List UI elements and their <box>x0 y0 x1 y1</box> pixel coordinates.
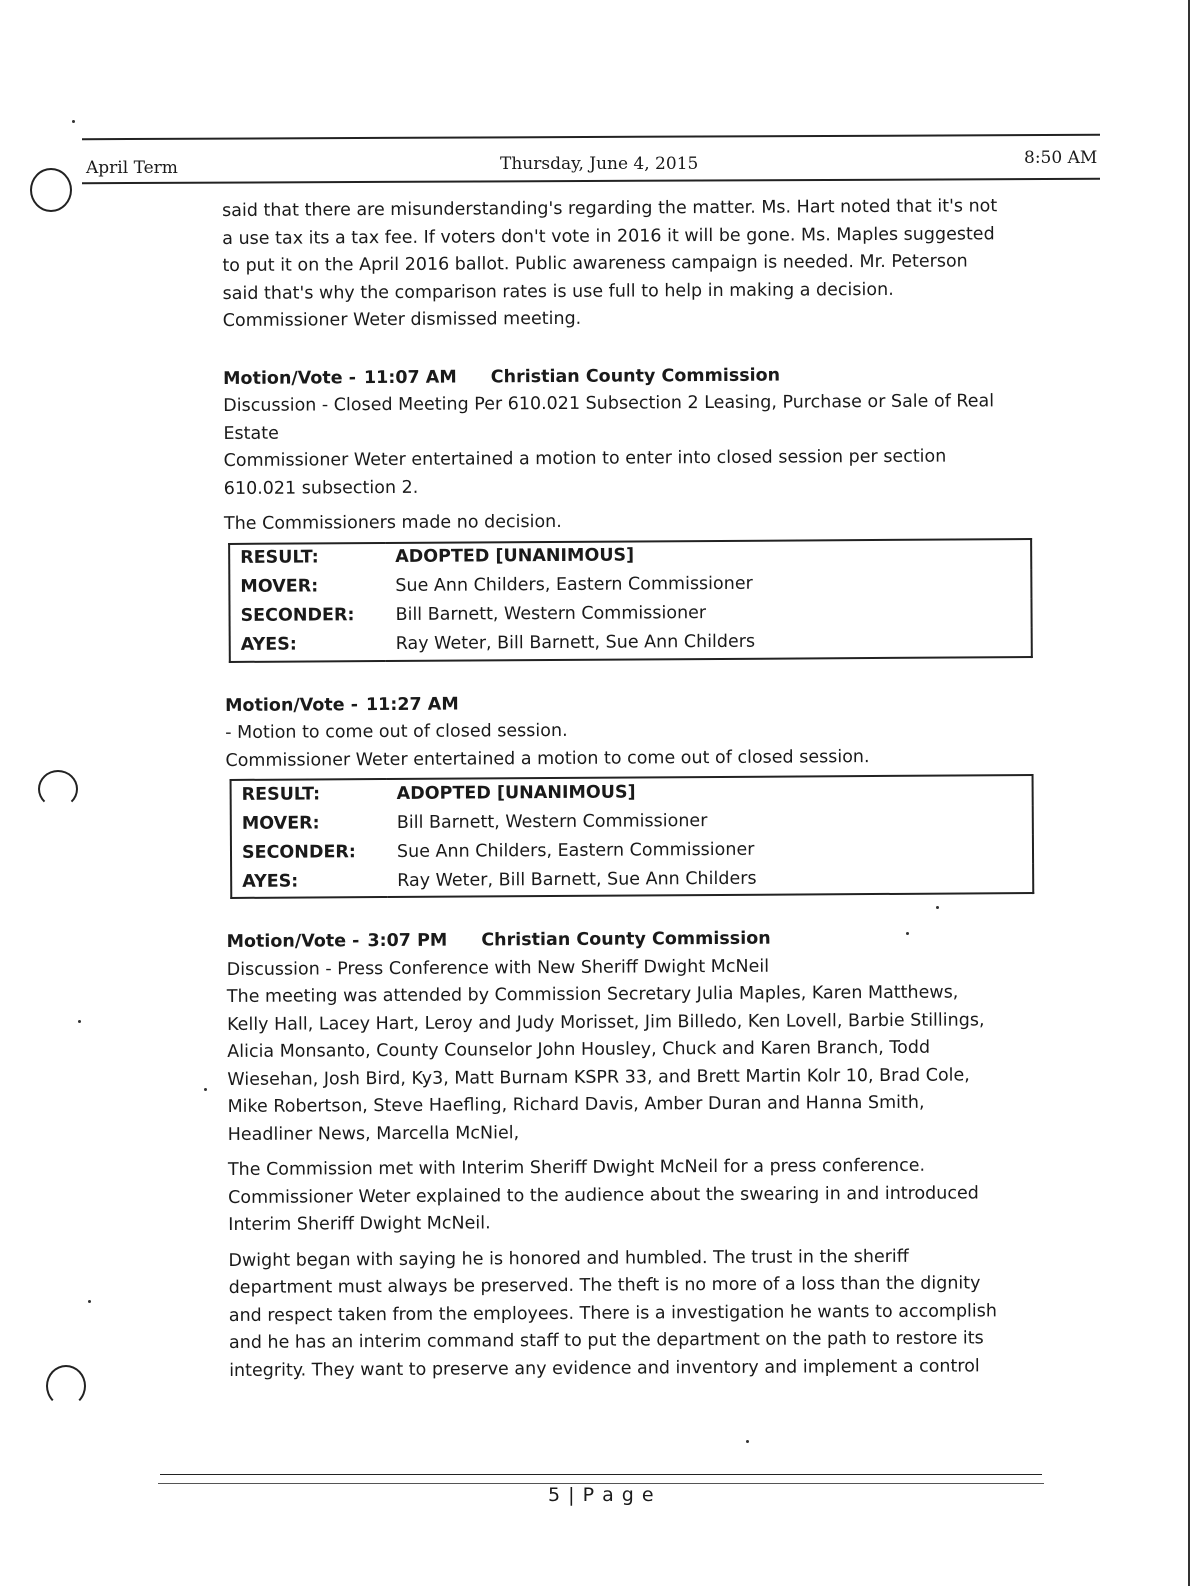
text-line: Kelly Hall, Lacey Hart, Leroy and Judy Morisset, Jim Billedo, Ken Lovell, Barbie Stillings, <box>226 1009 985 1035</box>
vote-value: ADOPTED [UNANIMOUS] <box>396 782 636 804</box>
text-line: Dwight began with saying he is honored and humbled. The trust in the sheriff <box>228 1246 909 1271</box>
text-line: department must always be preserved. The theft is no more of a loss than the dignity <box>228 1273 981 1298</box>
text-line: Interim Sheriff Dwight McNeil. <box>228 1213 491 1235</box>
vote-value: ADOPTED [UNANIMOUS] <box>395 545 635 568</box>
scan-speck <box>88 1300 91 1303</box>
vote-value: Bill Barnett, Western Commissioner <box>396 810 708 833</box>
header-rule <box>82 134 1100 140</box>
scan-speck <box>72 120 75 123</box>
header-term: April Term <box>86 158 178 178</box>
motion-body: Christian County Commission <box>481 928 771 951</box>
motion-label: Motion/Vote - <box>226 931 360 952</box>
scan-speck <box>204 1088 207 1091</box>
vote-row <box>230 627 1032 662</box>
vote-value: Ray Weter, Bill Barnett, Sue Ann Childers <box>397 868 757 891</box>
vote-value: Ray Weter, Bill Barnett, Sue Ann Childers <box>395 632 756 655</box>
text-line: Commissioner Weter explained to the audience about the swearing in and introduced <box>228 1182 979 1208</box>
text-line: said that there are misunderstanding's regarding the matter. Ms. Hart noted that it's not <box>222 196 998 221</box>
page-number: 5 | P a g e <box>548 1484 655 1506</box>
motion-time: 11:27 AM <box>365 694 459 715</box>
footer-rule <box>160 1474 1042 1475</box>
discussion-line: - Motion to come out of closed session. <box>225 720 568 743</box>
text-line: said that's why the comparison rates is use full to help in making a decision. <box>222 279 894 304</box>
scan-speck <box>78 1020 81 1023</box>
vote-value: Sue Ann Childers, Eastern Commissioner <box>396 839 755 862</box>
vote-label: MOVER: <box>240 576 319 598</box>
vote-label: RESULT: <box>240 547 319 569</box>
motion-body: Christian County Commission <box>490 365 781 387</box>
vote-value: Bill Barnett, Western Commissioner <box>395 603 707 626</box>
vote-row <box>231 863 1033 898</box>
text-line: and respect taken from the employees. There is a investigation he wants to accomplish <box>228 1300 998 1326</box>
discussion-line: Discussion - Press Conference with New Sheriff Dwight McNeil <box>226 956 770 980</box>
header-date: Thursday, June 4, 2015 <box>500 154 699 174</box>
motion-time: 3:07 PM <box>367 930 448 952</box>
text-line: The Commission met with Interim Sheriff Dwight McNeil for a press conference. <box>227 1155 926 1180</box>
motion-label: Motion/Vote - <box>223 367 357 389</box>
vote-row <box>231 775 1033 810</box>
motion-label: Motion/Vote - <box>225 694 359 716</box>
header-rule <box>82 178 1100 184</box>
vote-table <box>228 538 1033 663</box>
header-time: 8:50 AM <box>1024 148 1098 168</box>
text-line: 610.021 subsection 2. <box>223 477 419 499</box>
text-line: Commissioner Weter dismissed meeting. <box>222 308 582 331</box>
text-line: Headliner News, Marcella McNiel, <box>227 1122 520 1145</box>
text-line: Commissioner Weter entertained a motion to enter into closed session per section <box>223 446 947 471</box>
page-edge <box>1188 0 1190 1586</box>
minutes-body <box>222 193 1049 1385</box>
motion-time: 11:07 AM <box>363 367 457 388</box>
vote-table <box>230 774 1035 899</box>
text-line: Commissioner Weter entertained a motion to come out of closed session. <box>225 746 870 771</box>
punch-hole <box>38 770 78 808</box>
motion-section-3 <box>226 924 1049 1385</box>
punch-hole <box>30 168 72 212</box>
vote-label: SECONDER: <box>241 841 356 863</box>
vote-label: AYES: <box>240 634 297 656</box>
text-line: to put it on the April 2016 ballot. Public awareness campaign is needed. Mr. Peterson <box>222 251 968 276</box>
text-line: The meeting was attended by Commission Secretary Julia Maples, Karen Matthews, <box>226 982 959 1007</box>
vote-row <box>229 539 1031 574</box>
decision-note: The Commissioners made no decision. <box>223 511 562 534</box>
text-line: and he has an interim command staff to put the department on the path to restore its <box>228 1328 984 1353</box>
text-line: Mike Robertson, Steve Haefling, Richard Davis, Amber Duran and Hanna Smith, <box>227 1092 925 1117</box>
vote-label: SECONDER: <box>240 605 355 627</box>
punch-hole <box>46 1365 86 1407</box>
intro-paragraph <box>222 193 1043 336</box>
discussion-line: Discussion - Closed Meeting Per 610.021 Subsection 2 Leasing, Purchase or Sale of Real <box>223 391 995 416</box>
text-line: Alicia Monsanto, County Counselor John Housley, Chuck and Karen Branch, Todd <box>227 1037 931 1062</box>
motion-section-2 <box>225 687 1046 899</box>
vote-label: RESULT: <box>241 784 321 805</box>
vote-value: Sue Ann Childers, Eastern Commissioner <box>395 574 753 597</box>
motion-section-1 <box>223 360 1045 662</box>
vote-label: AYES: <box>242 871 299 892</box>
text-line: Wiesehan, Josh Bird, Ky3, Matt Burnam KSPR 33, and Brett Martin Kolr 10, Brad Cole, <box>227 1064 970 1090</box>
scan-speck <box>746 1440 749 1443</box>
text-line: a use tax its a tax fee. If voters don't vote in 2016 it will be gone. Ms. Maples suggested <box>222 223 995 249</box>
discussion-line: Estate <box>223 423 279 444</box>
text-line: integrity. They want to preserve any evidence and inventory and implement a control <box>229 1355 980 1381</box>
vote-label: MOVER: <box>241 813 320 834</box>
